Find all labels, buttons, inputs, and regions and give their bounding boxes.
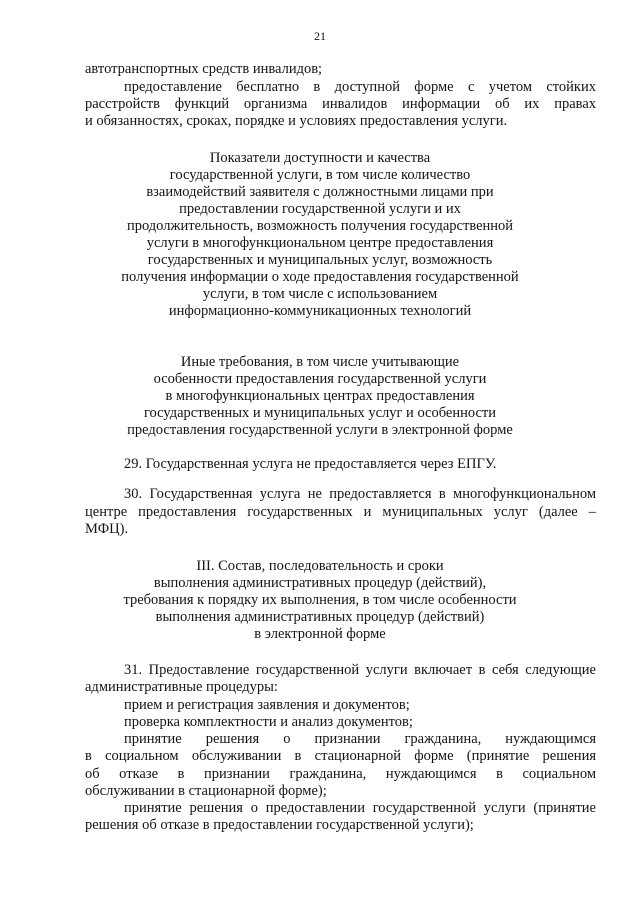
text-line: и обязанностях, сроках, порядке и условиях предоставления услуги. [85, 113, 508, 129]
section-heading-line: особенности предоставления государственной услуги [153, 371, 487, 387]
list-item: принятие решения о предоставлении государственной услуги (принятие [124, 800, 596, 816]
numbered-paragraph-29: 29. Государственная услуга не предоставляется через ЕПГУ. [124, 456, 497, 472]
list-item: проверка комплектности и анализ документов; [124, 714, 413, 730]
section-heading-line: продолжительность, возможность получения государственной [126, 218, 514, 234]
list-item: прием и регистрация заявления и документов; [124, 697, 410, 713]
section-heading-line: предоставления государственной услуги в электронной форме [127, 422, 513, 438]
text-line: автотранспортных средств инвалидов; [85, 61, 323, 77]
section-heading-line: в многофункциональных центрах предоставления [165, 388, 475, 404]
text-line: МФЦ). [85, 521, 129, 537]
section-heading-line: государственной услуги, в том числе количество [169, 167, 471, 183]
text-line: административные процедуры: [85, 679, 278, 695]
section-heading-line: III. Состав, последовательность и сроки [196, 558, 444, 574]
section-heading-line: выполнения административных процедур (действий) [155, 609, 485, 625]
section-heading-line: выполнения административных процедур (действий), [153, 575, 487, 591]
text-line: об отказе в признании гражданина, нуждающимся в социальном [85, 766, 596, 782]
list-item: принятие решения о признании гражданина, нуждающимся [124, 731, 596, 747]
section-heading-line: услуги, в том числе с использованием [202, 286, 438, 302]
section-heading-line: взаимодействий заявителя с должностными лицами при [146, 184, 494, 200]
section-heading-line: получения информации о ходе предоставления государственной [121, 269, 519, 285]
text-line: в социальном обслуживании в стационарной форме (принятие решения [85, 748, 596, 764]
section-heading-line: информационно-коммуникационных технологий [168, 303, 472, 319]
section-heading-line: услуги в многофункциональном центре предоставления [146, 235, 494, 251]
text-line: 30. Государственная услуга не предоставляется в многофункциональном [124, 486, 596, 502]
page-number: 21 [314, 29, 326, 43]
section-heading-line: государственных и муниципальных услуг, возможность [147, 252, 493, 268]
text-line: решения об отказе в предоставлении государственной услуги); [85, 817, 474, 833]
text-line: обслуживании в стационарной форме); [85, 783, 327, 799]
text-line: 31. Предоставление государственной услуги включает в себя следующие [124, 662, 596, 678]
text-line: предоставление бесплатно в доступной форме с учетом стойких [124, 79, 596, 95]
section-heading-line: Иные требования, в том числе учитывающие [180, 354, 460, 370]
text-line: расстройств функций организма инвалидов информации об их правах [85, 96, 596, 112]
section-heading-line: предоставлении государственной услуги и их [179, 201, 461, 217]
section-heading-line: в электронной форме [254, 626, 386, 642]
section-heading-line: Показатели доступности и качества [209, 150, 431, 166]
text-line: центре предоставления государственных и муниципальных услуг (далее – [85, 504, 596, 520]
section-heading-line: требования к порядку их выполнения, в том числе особенности [123, 592, 517, 608]
section-heading-line: государственных и муниципальных услуг и особенности [143, 405, 497, 421]
